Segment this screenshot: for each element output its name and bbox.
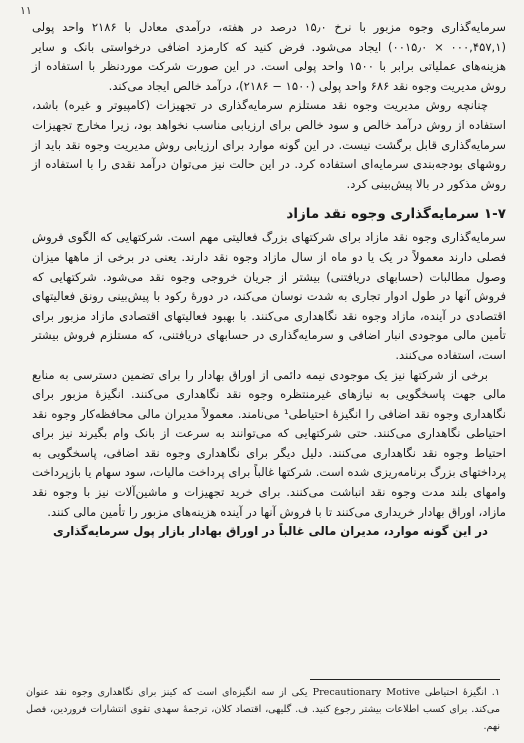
body-text [32, 18, 506, 542]
footnote-separator [310, 679, 500, 680]
footnote-term-english: Precautionary Motive [312, 687, 420, 698]
footnote-marker: ۱. [491, 687, 500, 698]
paragraph: سرمایه‌گذاری وجوه مزبور با نرخ ۱۵٫۰ درصد در هفته، درآمدی معادل با ۲۱۸۶ واحد پولی (۰۰۰,۴۵۷,۱ × ۰۰۱۵٫۰) ایجاد می‌شود. فرض کنید که کارمزد اضافی درخواستی بانک و سایر هزینه‌های عملیاتی برابر با ۱۵۰۰ واحد پولی است. در این صورت شرکت موردنظر با استفاده از روش مدیریت وجوه نقد ۶۸۶ واحد پولی (۱۵۰۰ − ۲۱۸۶)، درآمد خالص ایجاد می‌کند. [32, 20, 506, 93]
page-number: ۱۱ [20, 4, 32, 17]
paragraph: سرمایه‌گذاری وجوه نقد مازاد برای شرکتهای بزرگ فعالیتی مهم است. شرکتهایی که الگوی فروش فصلی دارند معمولاً در یک یا دو ماه از سال مازاد وجوه نقد دارند. یعنی در برخی از ماهها میزان وصول مطالبات (حسابهای دریافتنی) بیشتر از جریان خروجی وجوه نقد می‌شود. شرکتهایی که فروش آنها در طول ادوار تجاری به شدت نوسان می‌کند، در دورهٔ رکود با پیش‌بینی رونق فعالیتهای اقتصادی در آینده، مازاد وجوه نقد نگاهداری می‌کنند. با بهبود فعالیتهای اقتصادی مازاد مزبور برای تأمین مالی موجودی انبار اضافی و سرمایه‌گذاری در حسابهای دریافتنی، که مستلزم فروش بیشتر است، استفاده می‌کنند. [32, 230, 506, 362]
paragraph: برخی از شرکتها نیز یک موجودی نیمه دائمی از اوراق بهادار را برای تضمین دسترسی به منابع مالی جهت پاسخگویی به نیازهای غیرمنتظره وجوه نقد نگاهداری می‌کنند. انگیزهٔ مزبور برای نگاهداری وجوه نقد اضافی را انگیزهٔ احتیاطی¹ می‌نامند. معمولاً مدیران مالی محافظه‌کار وجوه نقد احتیاطی نگاهداری می‌کنند. حتی شرکتهایی که می‌توانند به سرعت از بانک وام بگیرند نیز برای احتیاط وجوه نقد نگاهداری می‌کنند. دلیل دیگر برای نگاهداری وجوه نقد اضافی، پاسخگویی به پرداختهای بزرگ برنامه‌ریزی شده است. شرکتها غالباً برای پرداخت مالیات، سود سهام یا بازپرداخت وامهای بلند مدت وجوه نقد انباشت می‌کنند. برای خرید تجهیزات و ماشین‌آلات نیز با وجوه نقد مازاد، اوراق بهادار خریداری می‌کنند تا با فروش آنها در آینده هزینه‌های مزبور را تأمین مالی کنند. [32, 367, 506, 519]
paragraph: چنانچه روش مدیریت وجوه نقد مستلزم سرمایه‌گذاری در تجهیزات (کامپیوتر و غیره) باشد، استفاده از روش درآمد خالص و سود خالص برای ارزیابی مناسب نخواهد بود، زیرا مخارج تجهیزات سرمایه‌گذاری قابل برگشت نیست. در این گونه موارد برای ارزیابی روش مدیریت وجوه نقد باید از روشهای بودجه‌بندی سرمایه‌ای استفاده کرد. در این حالت نیز می‌توان درآمد نقدی را با استفاده از روش مذکور در بالا پیش‌بینی کرد. [32, 98, 506, 191]
paragraph: در این گونه موارد، مدیران مالی غالباً در اوراق بهادار بازار پول سرمایه‌گذاری [52, 524, 488, 539]
footnote-text: یکی از سه انگیزه‌ای است که کینز برای نگاهداری وجوه نقد عنوان می‌کند. برای کسب اطلاعات بیشتر رجوع کنید. ف. گلیهی، اقتصاد کلان، ترجمهٔ سهدی تقوی انتشارات فروردین، فصل نهم. [26, 687, 500, 732]
section-heading: ۱-۷ سرمایه‌گذاری وجوه نقد مازاد [286, 206, 506, 223]
footnote [26, 684, 500, 735]
footnote-term: انگیزهٔ احتیاطی [424, 687, 487, 698]
